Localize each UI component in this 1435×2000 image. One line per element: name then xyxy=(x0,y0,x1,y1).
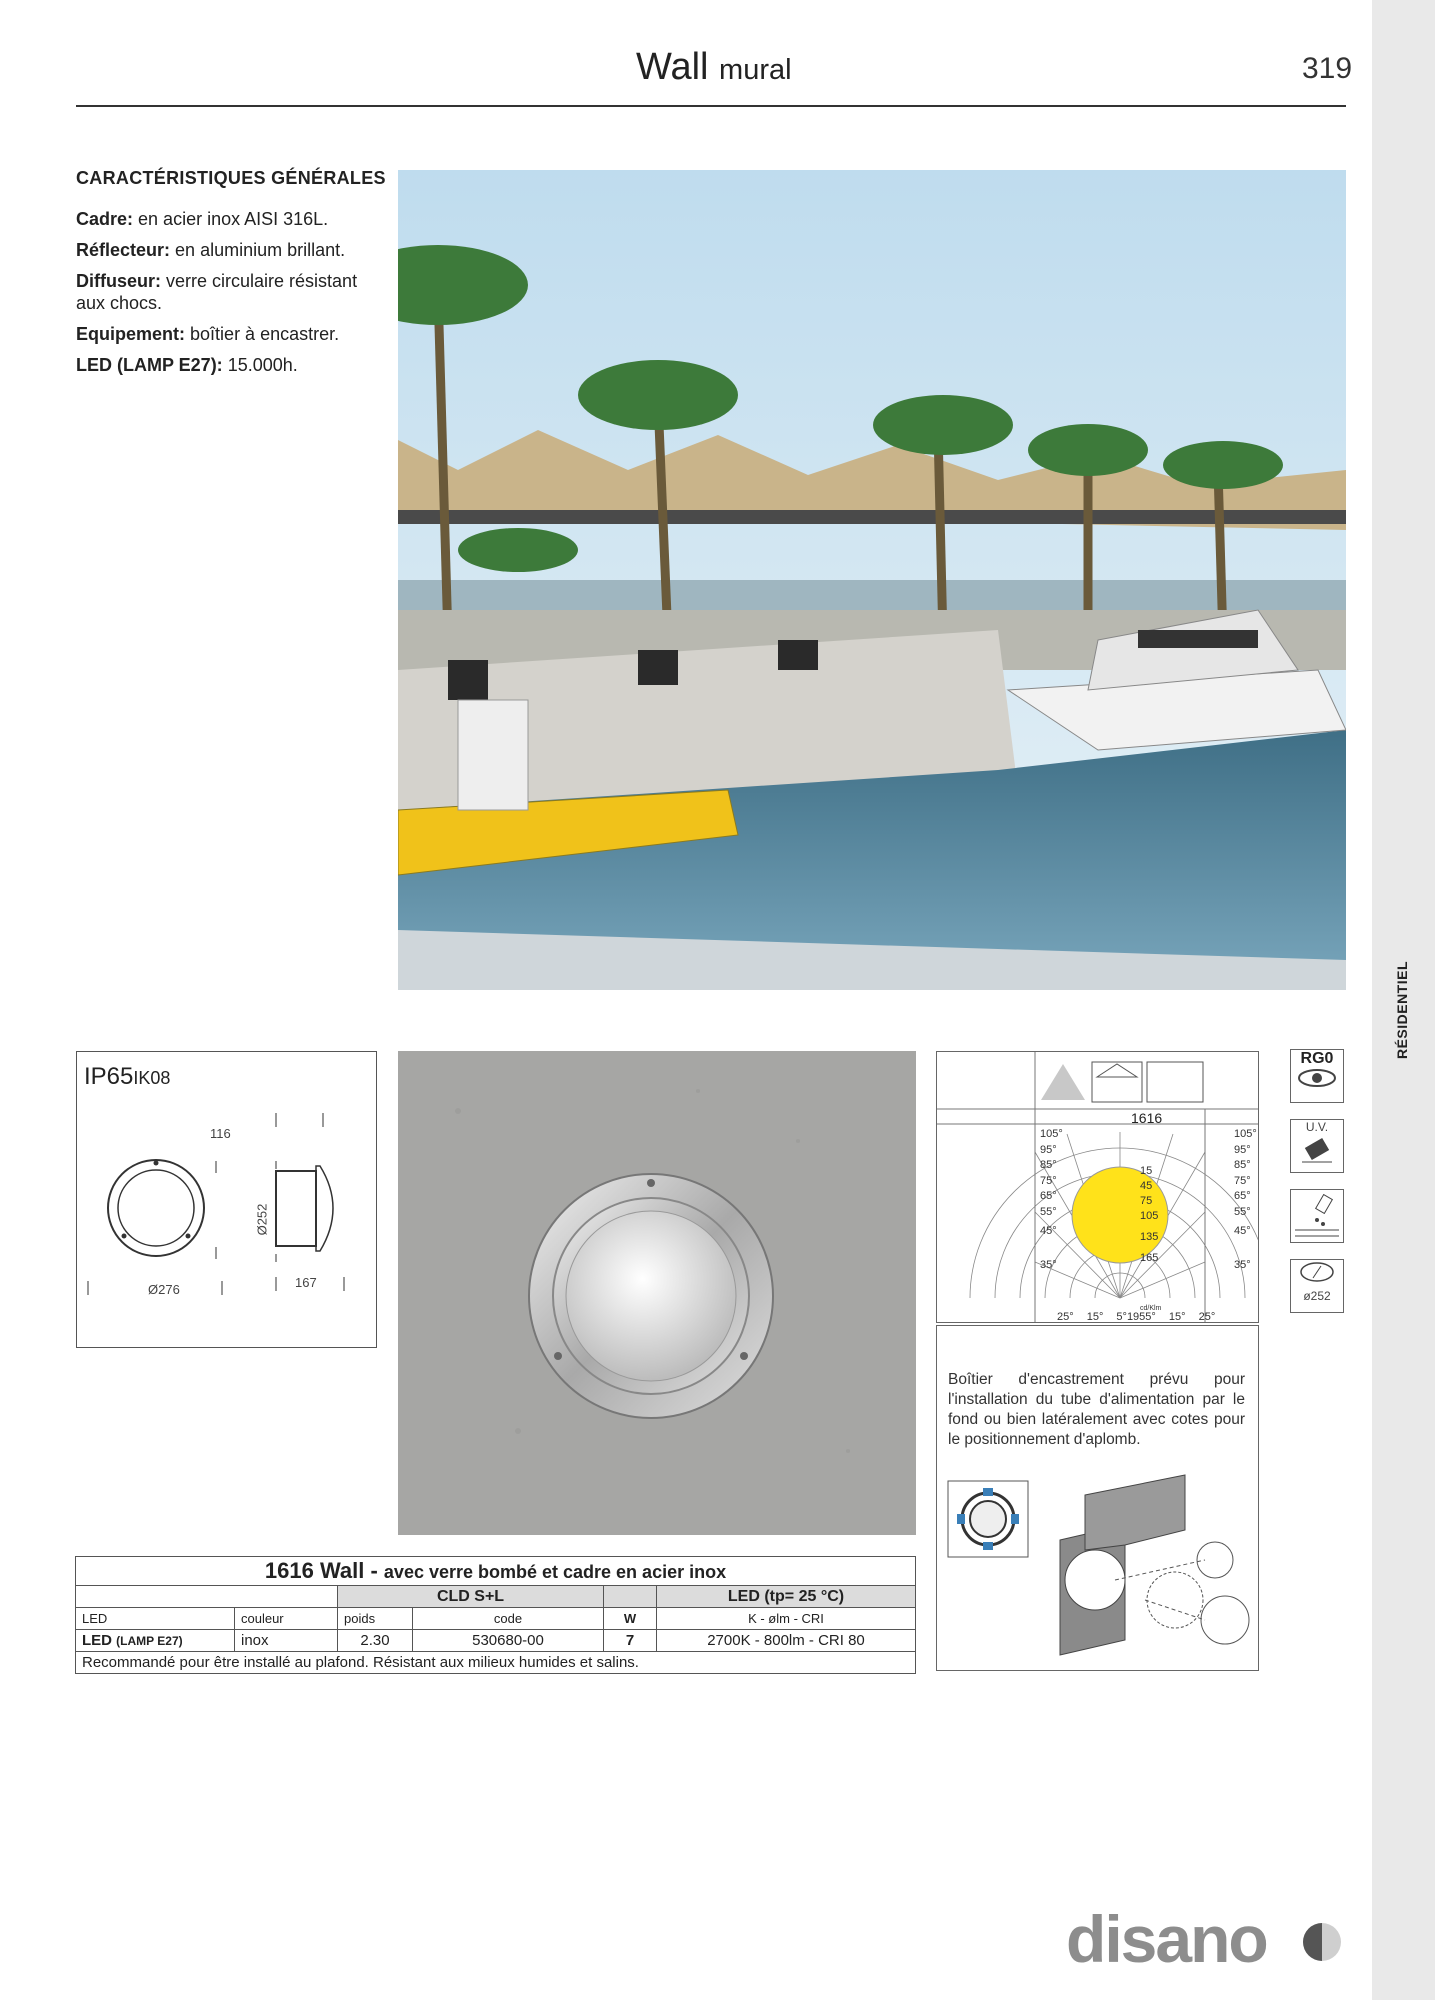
dim-depth: 116 xyxy=(210,1126,231,1141)
section-label: RÉSIDENTIEL xyxy=(1394,960,1410,1060)
feature-item: Réflecteur: en aluminium brillant. xyxy=(76,240,346,260)
page-number: 319 xyxy=(1302,52,1353,85)
polar-chart xyxy=(937,1052,1259,1323)
installation-drawing xyxy=(1055,1470,1255,1665)
dim-height: Ø252 xyxy=(254,1203,270,1236)
polar-right-angles: 105° 95° 85° 75° 65° 55° 45° 35° xyxy=(1234,1128,1257,1271)
corrosion-resistant-icon xyxy=(1290,1189,1344,1243)
photometric-diagram xyxy=(936,1051,1259,1323)
table-note: Recommandé pour être installé au plafond. Résistant aux milieux humides et salins. xyxy=(76,1652,916,1674)
dim-width: 167 xyxy=(295,1275,317,1290)
polar-left-angles: 105° 95° 85° 75° 65° 55° 45° 35° xyxy=(1040,1128,1063,1271)
group-cld: CLD S+L xyxy=(338,1586,604,1608)
feature-item: Cadre: en acier inox AISI 316L. xyxy=(76,209,329,229)
feature-item: Diffuseur: verre circulaire résistant aux chocs. xyxy=(76,271,358,313)
recess-box-icon xyxy=(947,1480,1029,1558)
marina-photo xyxy=(398,170,1346,990)
marina-illustration xyxy=(398,170,1346,990)
cutout-icon: ø252 xyxy=(1290,1259,1344,1313)
uv-resistant-icon: U.V. xyxy=(1290,1119,1344,1173)
col-spec: K - ølm - CRI xyxy=(657,1608,916,1630)
group-led: LED (tp= 25 °C) xyxy=(657,1586,916,1608)
rg0-eye-icon: RG0 xyxy=(1290,1049,1344,1103)
features-list xyxy=(76,208,386,385)
table-row: LED (LAMP E27) inox 2.30 530680-00 7 2700K - 800lm - CRI 80 xyxy=(76,1630,916,1652)
col-code: code xyxy=(413,1608,604,1630)
dimension-drawing xyxy=(76,1051,377,1348)
col-color: couleur xyxy=(235,1608,338,1630)
feature-item: LED (LAMP E27): 15.000h. xyxy=(76,355,298,375)
installation-text: Boîtier d'encastrement prévu pour l'installation du tube d'alimentation par le fond ou bien latéralement avec cotes pour le positionnement d'aplomb. xyxy=(948,1371,1245,1448)
dim-diameter: Ø276 xyxy=(148,1282,180,1297)
title-sub: mural xyxy=(719,54,792,86)
product-photo xyxy=(398,1051,916,1535)
certification-icons xyxy=(1290,1049,1346,1313)
polar-unit: cd/Klm xyxy=(1140,1305,1162,1312)
page-title xyxy=(636,46,792,89)
wall-light-illustration xyxy=(398,1051,916,1535)
feature-item: Equipement: boîtier à encastrer. xyxy=(76,324,340,344)
table-title: 1616 Wall - avec verre bombé et cadre en acier inox xyxy=(76,1557,916,1586)
polar-model: 1616 xyxy=(1131,1110,1163,1126)
features-heading: CARACTÉRISTIQUES GÉNÉRALES xyxy=(76,168,386,188)
protection-rating: IP65IK08 xyxy=(84,1063,171,1090)
section-tab xyxy=(1372,960,1435,1060)
svg-text:disano: disano xyxy=(1066,1910,1267,1970)
header-divider xyxy=(76,105,1346,107)
spec-table xyxy=(75,1556,916,1674)
col-type: LED xyxy=(76,1608,235,1630)
title-main: Wall xyxy=(636,46,709,88)
brand-logo xyxy=(1066,1910,1346,1975)
polar-values: 15 45 75 105 135 165 xyxy=(1140,1165,1159,1264)
polar-bottom-angles: 25° 15° 5°1955° 15° 25° xyxy=(1057,1311,1216,1323)
col-w: W xyxy=(604,1608,657,1630)
col-weight: poids xyxy=(338,1608,413,1630)
disano-logo xyxy=(1066,1910,1346,1970)
